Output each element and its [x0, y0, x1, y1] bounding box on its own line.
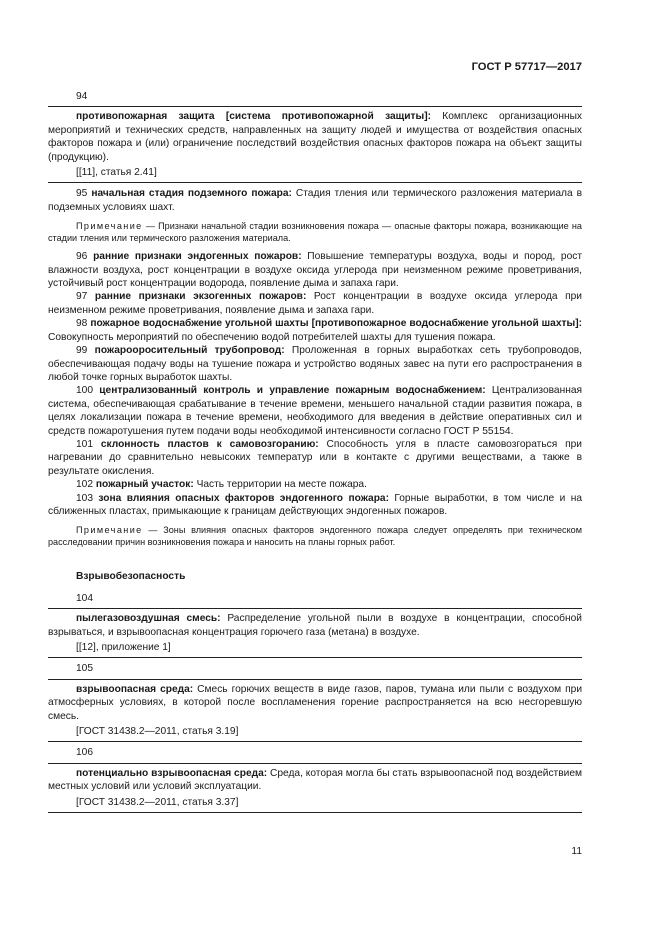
term-definition: Среда, которая могла бы стать взрывоопасной под воздействием местных условий или условий эксплуатации. [48, 767, 582, 793]
term-definition: Способность угля в пласте самовозгораться при нагревании до сравнительно невысоких температур или в контакте с другими веществами, а также в результате окисления. [48, 438, 582, 477]
term-box-94 [48, 106, 582, 183]
term-number: 95 [76, 188, 88, 200]
term-99 [48, 344, 582, 384]
term-box-106 [48, 763, 582, 813]
term-title: взрывоопасная среда: [76, 683, 194, 695]
term-103 [48, 492, 582, 519]
term-title: потенциально взрывоопасная среда: [76, 767, 268, 779]
term-number: 102 [76, 479, 93, 491]
term-title: ранние признаки экзогенных пожаров: [94, 291, 307, 303]
term-number: 106 [76, 747, 93, 759]
note-text: — Зоны влияния опасных факторов эндогенного пожара следует определять при техническом расследовании причин возникновения пожара и наносить на планы горных работ. [48, 525, 582, 548]
term-title: централизованный контроль и управление пожарным водоснабжением: [99, 385, 486, 397]
term-reference: [ГОСТ 31438.2—2011, статья 3.19] [76, 726, 239, 738]
term-definition: Совокупность мероприятий по обеспечению водой потребителей шахты для тушения пожара. [48, 331, 496, 343]
term-box-105 [48, 679, 582, 743]
term-reference: [[12], приложение 1] [76, 642, 171, 653]
term-title: противопожарная защита [система противопожарной защиты]: [76, 111, 432, 123]
term-number: 104 [76, 592, 93, 604]
term-reference: [ГОСТ 31438.2—2011, статья 3.37] [76, 796, 239, 808]
term-number: 97 [76, 291, 88, 303]
document-id: ГОСТ Р 57717—2017 [471, 61, 582, 73]
term-definition: Централизованная система, обеспечивающая срабатывание в течение времени, меньшего начальной стадии развития пожара, в целях локализации пожара в течение времени, необходимого для введения в действие оперативных сил и средств пожаротушения путем подачи воды необходимой интенсивности согласно ГОСТ Р 55154. [48, 385, 583, 437]
term-number: 100 [76, 385, 93, 397]
note-2 [48, 524, 582, 548]
term-number: 101 [76, 438, 93, 450]
term-definition: Стадия тления или термического разложения материала в подземных условиях шахт. [48, 188, 582, 213]
term-definition: Проложенная в горных выработках сеть трубопроводов, обеспечивающая подачу воды на тушение пожара и устройство водяных завес на пути его распространения в любой точке горных выработок шахты. [48, 345, 582, 383]
note-1 [48, 220, 582, 244]
term-title: пожарооросительный трубопровод: [94, 345, 285, 357]
term-100 [48, 384, 582, 438]
term-number: 103 [76, 492, 93, 504]
term-number: 99 [76, 345, 88, 357]
term-definition: Смесь горючих веществ в виде газов, паров, тумана или пыли с воздухом при атмосферных условиях, в которой после воспламенения горение распространяется на всю несгоревшую смесь. [48, 683, 583, 722]
term-title: склонность пластов к самовозгоранию: [100, 438, 319, 450]
section-heading: Взрывобезопасность [76, 571, 186, 583]
term-definition: Горные выработки, в том числе и на сближенных пластах, примыкающие к границам действующих эндогенных пожаров. [48, 492, 582, 517]
note-text: — Признаки начальной стадии возникновения пожара — опасные факторы пожара, возникающие на стадии тления или термического разложения материала. [48, 221, 582, 244]
term-102 [48, 478, 582, 491]
note-label: Примечание [76, 525, 143, 536]
term-101 [48, 438, 582, 478]
term-definition: Комплекс организационных мероприятий и технических средств, направленных на защиту людей и имущества от воздействия опасных факторов пожара и (или) ограничение последствий воздействия опасных факторов пожара на объект защиты (продукцию). [48, 111, 582, 163]
term-number: 94 [76, 91, 88, 102]
term-number: 98 [76, 318, 88, 330]
term-definition: Рост концентрации в воздухе оксида углерода при неизменном режиме проветривания, появление дыма и запаха гари. [48, 291, 582, 316]
term-box-104 [48, 608, 582, 658]
term-98 [48, 317, 582, 344]
term-definition: Часть территории на месте пожара. [193, 479, 367, 491]
term-title: начальная стадия подземного пожара: [91, 188, 292, 200]
content [48, 90, 582, 817]
term-number: 105 [76, 663, 93, 675]
term-title: зона влияния опасных факторов эндогенного пожара: [98, 492, 389, 504]
term-97 [48, 290, 582, 317]
page-number: 11 [571, 846, 582, 857]
term-number: 96 [76, 251, 88, 263]
term-title: пожарный участок: [95, 479, 194, 491]
term-reference: [[11], статья 2.41] [76, 167, 157, 179]
term-95 [48, 187, 582, 214]
term-definition: Повышение температуры воздуха, воды и пород, рост влажности воздуха, рост концентрации в воздухе оксида углерода при неизменном режиме проветривания, устойчивый рост концентрации водорода, появление дыма и запаха гари. [48, 251, 582, 290]
term-definition: Распределение угольной пыли в воздухе в концентрации, способной взрываться, и взрывоопасная концентрация горючего газа (метана) в воздухе. [48, 613, 582, 638]
term-title: ранние признаки эндогенных пожаров: [93, 251, 302, 263]
note-label: Примечание [76, 221, 143, 232]
term-title: пылегазовоздушная смесь: [76, 613, 221, 625]
term-96 [48, 250, 582, 290]
term-title: пожарное водоснабжение угольной шахты [противопожарное водоснабжение угольной шахты]: [90, 318, 582, 330]
